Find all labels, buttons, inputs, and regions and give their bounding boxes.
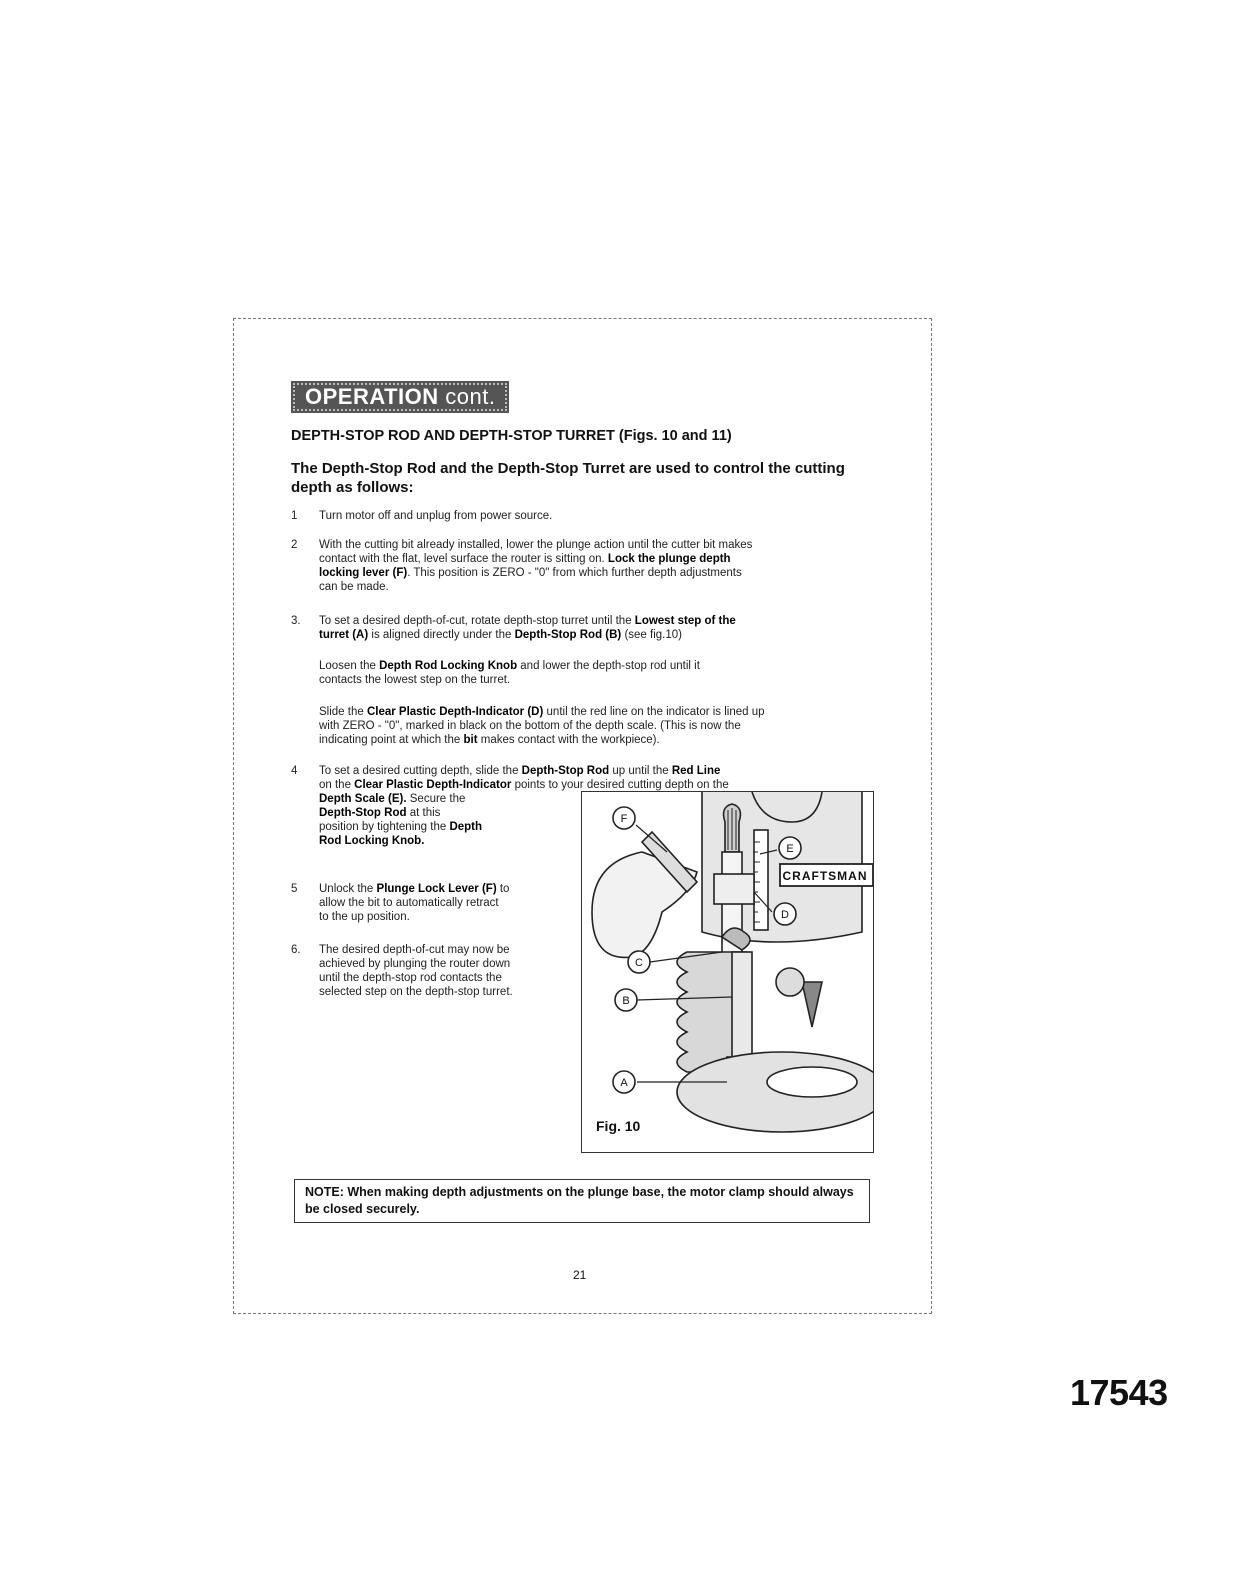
step-line: (see fig.10) [621,629,682,641]
base-opening [767,1067,857,1097]
step-number: 2 [291,539,298,551]
step-line: and lower the depth-stop rod until it [517,660,700,672]
section-header [291,381,509,413]
indicator-block [714,874,754,904]
step-bold: turret (A) [319,629,369,641]
router-illustration [582,792,873,1152]
step-line: achieved by plunging the router down [319,958,511,970]
step-bold: Plunge Lock Lever (F) [376,883,497,895]
step-bold: Lock the plunge depth [607,553,731,565]
label-a: A [620,1077,628,1089]
step-6 [291,943,571,1003]
step-bold: Depth Scale (E). [319,793,407,805]
step-bold: Clear Plastic Depth-Indicator (D) [366,706,544,718]
step-line: Slide the [319,706,367,718]
page-number: 21 [573,1268,587,1282]
router-bit [802,982,822,1027]
step-bold: Lowest step of the [634,615,736,627]
header-bold-text: OPERATION [305,384,439,409]
step-bold: bit [463,734,478,746]
collet-ring [776,968,804,996]
intro-text: The Depth-Stop Rod and the Depth-Stop Turret are used to control the cutting depth as follows: [291,460,845,496]
figure-10 [581,791,874,1153]
step-number: 4 [291,765,298,777]
step-line: Secure the [406,793,466,805]
step-line: contact with the flat, level surface the router is sitting on. [319,553,608,565]
step-line: selected step on the depth-stop turret. [319,986,513,998]
step-bold: Depth-Stop Rod (B) [514,629,622,641]
step-line: up until the [609,765,672,777]
depth-scale [754,830,768,930]
paragraph-slide [319,705,899,750]
section-title: DEPTH-STOP ROD AND DEPTH-STOP TURRET (Figs. 10 and 11) [291,428,732,444]
step-number: 5 [291,883,298,895]
step-line: To set a desired cutting depth, slide the [319,765,522,777]
step-line: is aligned directly under the [368,629,515,641]
step-line: at this [406,807,441,819]
document-id: 17543 [1070,1372,1168,1413]
step-line: to the up position. [319,911,410,923]
step-line: indicating point at which the [319,734,464,746]
step-bold: Depth-Stop Rod [521,765,610,777]
step-text: Turn motor off and unplug from power source. [319,510,553,522]
step-line: position by tightening the [319,821,450,833]
label-b: B [622,995,630,1007]
step-line: makes contact with the workpiece). [477,734,660,746]
step-line: can be made. [319,581,389,593]
step-line: contacts the lowest step on the turret. [319,674,511,686]
brand-name: CRAFTSMAN [782,869,868,883]
step-number: 1 [291,510,298,522]
step-bold: Depth [449,821,483,833]
step-bold: Clear Plastic Depth-Indicator [354,779,512,791]
step-bold: Rod Locking Knob. [319,835,425,847]
step-line: points to your desired cutting depth on the [511,779,729,791]
step-bold: Red Line [671,765,721,777]
step-line: until the red line on the indicator is lined up [543,706,765,718]
step-line: to [496,883,510,895]
label-e: E [786,843,794,855]
step-bold: Depth-Stop Rod [319,807,407,819]
step-number: 3. [291,615,301,627]
step-line: Unlock the [319,883,377,895]
step-line: The desired depth-of-cut may now be [319,944,510,956]
step-line: With the cutting bit already installed, lower the plunge action until the cutter bit makes [319,539,753,551]
label-d: D [781,909,789,921]
step-line: . This position is ZERO - "0" from which further depth adjustments [407,567,742,579]
step-line: with ZERO - "0", marked in black on the bottom of the depth scale. (This is now the [319,720,741,732]
step-bold: Depth Rod Locking Knob [379,660,518,672]
header-light-text: cont. [445,384,496,409]
step-3 [291,614,891,644]
step-line: until the depth-stop rod contacts the [319,972,502,984]
step-line: To set a desired depth-of-cut, rotate depth-stop turret until the [319,615,635,627]
step-5 [291,882,571,927]
step-line: Loosen the [319,660,380,672]
label-c: C [635,957,643,969]
note-box: NOTE: When making depth adjustments on the plunge base, the motor clamp should always be closed securely. [294,1179,870,1223]
label-f: F [620,813,628,825]
figure-caption: Fig. 10 [596,1118,641,1134]
step-number: 6. [291,944,301,956]
paragraph-loosen [319,659,899,689]
step-line: on the [319,779,355,791]
step-2 [291,538,891,598]
step-bold: locking lever (F) [319,567,408,579]
step-line: allow the bit to automatically retract [319,897,499,909]
